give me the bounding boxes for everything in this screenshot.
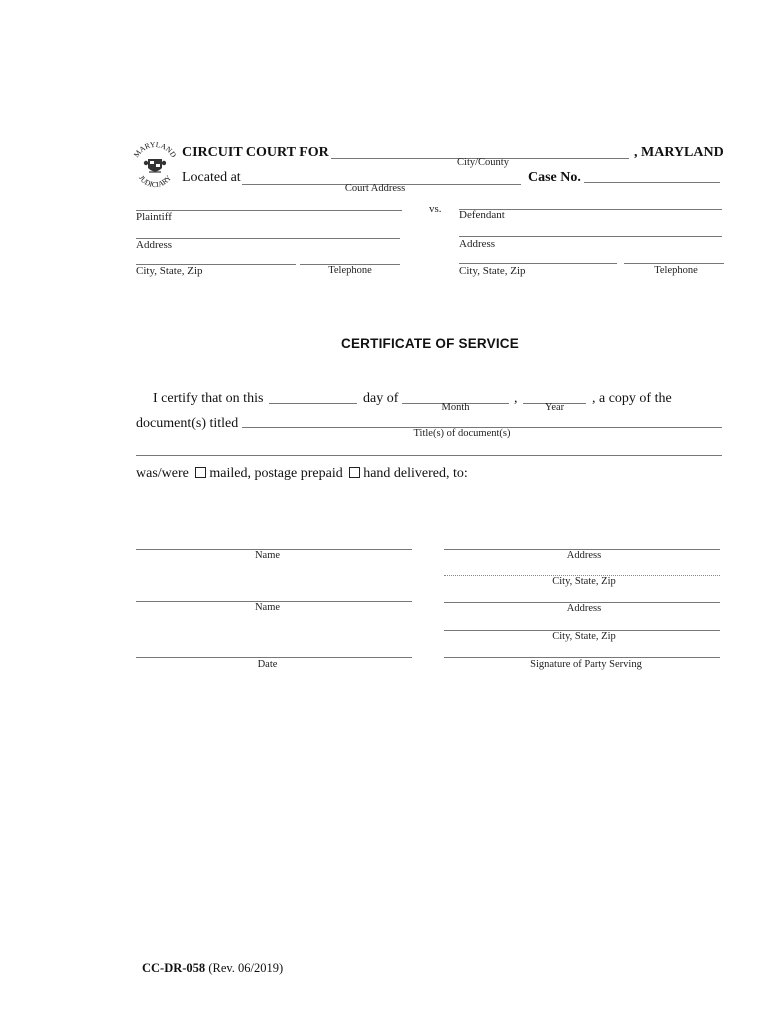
name1-caption: Name — [254, 550, 281, 561]
certify-intro: I certify that on this — [153, 391, 264, 406]
maryland-judiciary-seal — [128, 139, 182, 193]
city-county-caption: City/County — [457, 157, 509, 168]
seal-top-text: MARYLAND — [131, 139, 179, 160]
seal-bottom-text: JUDICIARY — [136, 173, 174, 190]
copy-of-label: , a copy of the — [592, 391, 672, 406]
year-caption: Year — [544, 402, 565, 413]
address1-caption: Address — [566, 550, 602, 561]
defendant-address-caption: Address — [459, 238, 496, 250]
plaintiff-address-field[interactable] — [136, 238, 400, 239]
date-caption: Date — [257, 659, 278, 670]
certificate-title: CERTIFICATE OF SERVICE — [341, 336, 519, 351]
case-no-label: Case No. — [528, 170, 581, 185]
defendant-city-field[interactable] — [459, 263, 617, 264]
vs-label: vs. — [429, 203, 442, 215]
state-label: , MARYLAND — [634, 145, 724, 160]
located-label: Located at — [182, 170, 241, 185]
defendant-caption: Defendant — [459, 209, 505, 221]
defendant-city-caption: City, State, Zip — [459, 265, 526, 277]
seal-emblem-icon — [128, 139, 182, 193]
date-field[interactable] — [136, 657, 412, 658]
mailed-checkbox[interactable] — [195, 467, 206, 478]
plaintiff-field[interactable] — [136, 210, 402, 211]
city2-caption: City, State, Zip — [552, 631, 616, 642]
titles-caption: Title(s) of document(s) — [413, 428, 511, 439]
city1-caption: City, State, Zip — [552, 576, 616, 587]
month-caption: Month — [441, 402, 470, 413]
day-field[interactable] — [269, 403, 357, 404]
document-title-field-2[interactable] — [136, 455, 722, 456]
address2-caption: Address — [566, 603, 602, 614]
court-address-caption: Court Address — [344, 183, 406, 194]
plaintiff-caption: Plaintiff — [136, 211, 172, 223]
svg-text:MARYLAND — [132, 140, 179, 160]
documents-titled-label: document(s) titled — [136, 416, 239, 431]
svg-text:JUDICIARY — [137, 173, 174, 189]
day-of-label: day of — [363, 391, 399, 406]
defendant-address-field[interactable] — [459, 236, 722, 237]
comma-label: , — [514, 391, 518, 406]
form-footer — [142, 961, 283, 976]
hand-delivered-checkbox[interactable] — [349, 467, 360, 478]
name2-caption: Name — [254, 602, 281, 613]
mailed-label: mailed, postage prepaid — [209, 466, 343, 481]
form-revision: (Rev. 06/2019) — [208, 961, 284, 975]
was-were-label: was/were — [136, 466, 189, 481]
court-label: CIRCUIT COURT FOR — [182, 145, 329, 160]
case-number-field[interactable] — [584, 182, 720, 183]
plaintiff-phone-caption: Telephone — [328, 265, 372, 276]
defendant-phone-field[interactable] — [624, 263, 724, 264]
hand-delivered-label: hand delivered, to: — [363, 466, 468, 481]
defendant-phone-caption: Telephone — [654, 265, 698, 276]
form-number: CC-DR-058 — [142, 961, 206, 975]
plaintiff-address-caption: Address — [136, 239, 173, 251]
signature-caption: Signature of Party Serving — [530, 659, 642, 670]
signature-field[interactable] — [444, 657, 720, 658]
delivery-method-row — [136, 466, 468, 482]
plaintiff-city-caption: City, State, Zip — [136, 265, 203, 277]
